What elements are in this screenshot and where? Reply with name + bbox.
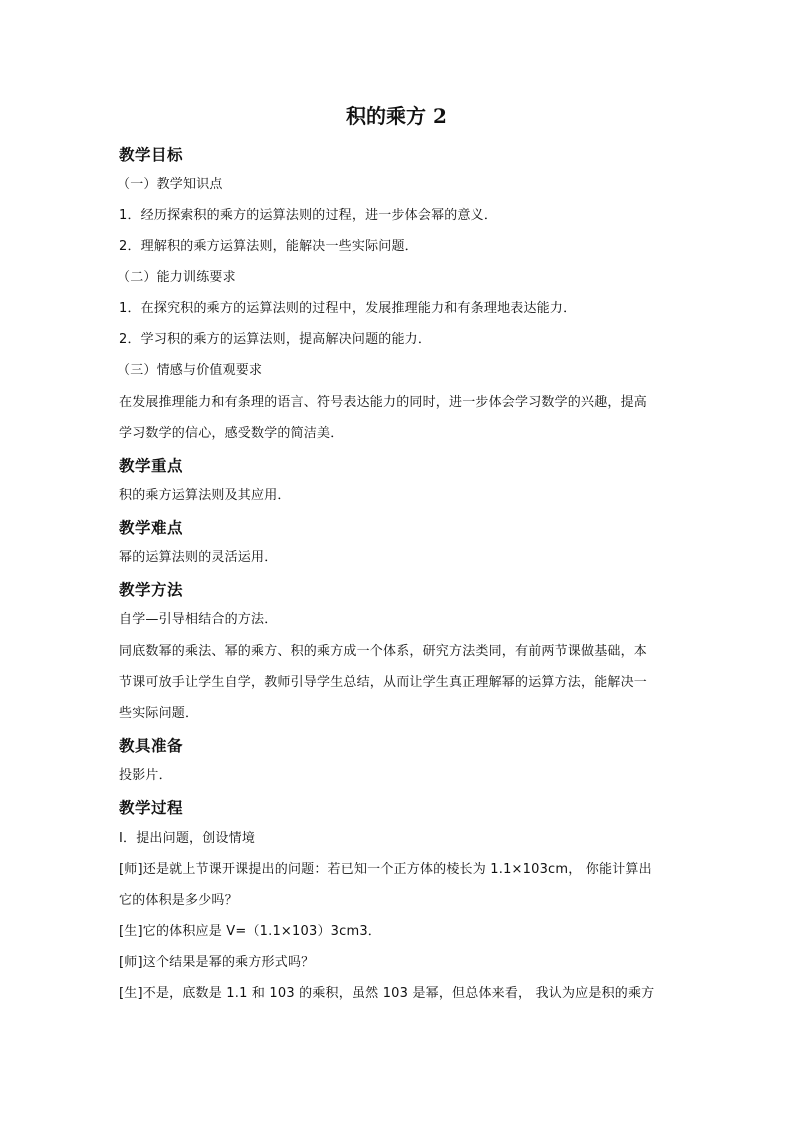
paragraph-line: [生]不是，底数是 1.1 和 103 的乘积，虽然 103 是幂，但总体来看， 我认为应是积的乘方 <box>119 986 655 1001</box>
heading-teaching-process: 教学过程 <box>119 799 184 817</box>
paragraph-line: [师]还是就上节课开课提出的问题：若已知一个正方体的棱长为 1.1×103cm， 你能计算出 <box>119 862 652 877</box>
paragraph-line: 投影片． <box>119 768 172 783</box>
paragraph-line: 积的乘方运算法则及其应用． <box>119 488 291 503</box>
paragraph-line: 1．在探究积的乘方的运算法则的过程中，发展推理能力和有条理地表达能力． <box>119 301 577 316</box>
paragraph-line: [师]这个结果是幂的乘方形式吗？ <box>119 955 315 970</box>
subheading-emotion-values: （三）情感与价值观要求 <box>117 363 263 378</box>
paragraph-line: 它的体积是多少吗？ <box>119 893 238 908</box>
paragraph-line: 1．经历探索积的乘方的运算法则的过程，进一步体会幂的意义． <box>119 208 498 223</box>
paragraph-line: 学习数学的信心，感受数学的简洁美． <box>119 426 344 441</box>
subheading-ability-requirements: （二）能力训练要求 <box>117 270 236 285</box>
paragraph-line: 2．理解积的乘方运算法则，能解决一些实际问题． <box>119 239 418 254</box>
subheading-knowledge-points: （一）教学知识点 <box>117 177 223 192</box>
heading-teaching-aids: 教具准备 <box>119 737 184 755</box>
heading-difficulties: 教学难点 <box>119 519 184 537</box>
paragraph-line: 在发展推理能力和有条理的语言、符号表达能力的同时，进一步体会学习数学的兴趣，提高 <box>119 395 648 410</box>
paragraph-line: 幂的运算法则的灵活运用． <box>119 550 278 565</box>
paragraph-line: 同底数幂的乘法、幂的乘方、积的乘方成一个体系，研究方法类同，有前两节课做基础，本 <box>119 644 648 659</box>
paragraph-line: [生]它的体积应是 V=（1.1×103）3cm3． <box>119 924 381 939</box>
heading-teaching-goals: 教学目标 <box>119 146 184 164</box>
heading-key-points: 教学重点 <box>119 457 184 475</box>
document-title: 积的乘方 2 <box>346 104 447 128</box>
paragraph-line: 节课可放手让学生自学，教师引导学生总结，从而让学生真正理解幂的运算方法，能解决一 <box>119 675 648 690</box>
paragraph-line: Ⅰ．提出问题，创设情境 <box>119 831 256 846</box>
paragraph-line: 2．学习积的乘方的运算法则，提高解决问题的能力． <box>119 332 432 347</box>
paragraph-line: 些实际问题． <box>119 706 199 721</box>
paragraph-line: 自学—引导相结合的方法． <box>119 612 278 627</box>
heading-teaching-methods: 教学方法 <box>119 581 184 599</box>
